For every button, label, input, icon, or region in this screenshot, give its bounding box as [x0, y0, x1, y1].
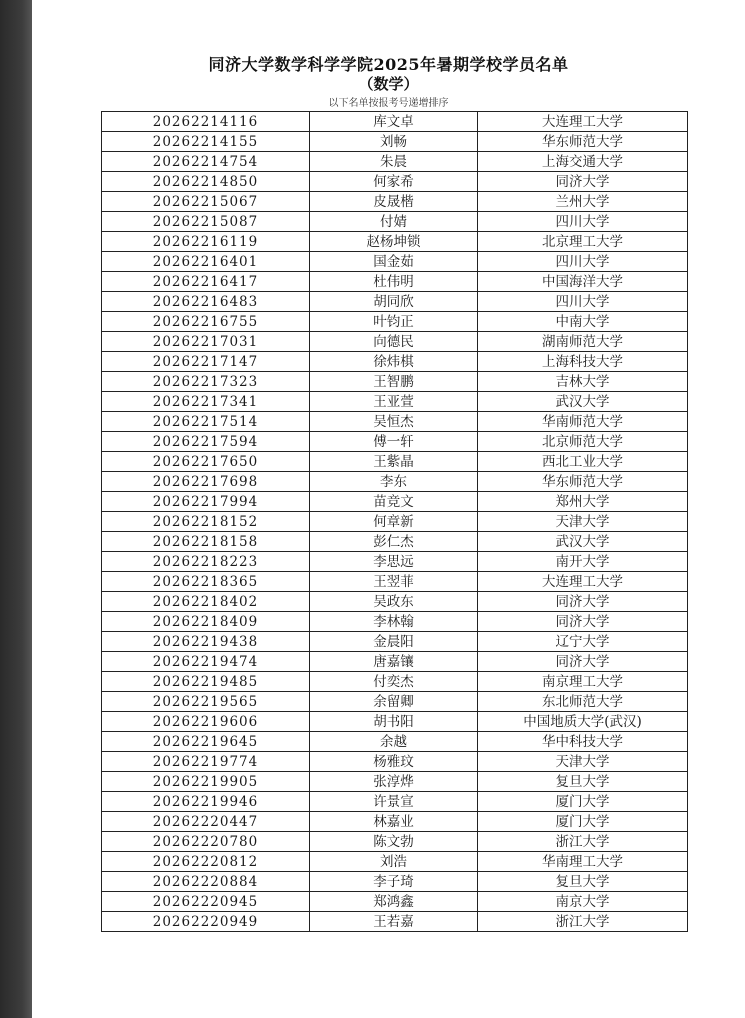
- student-name-cell: 林嘉业: [310, 812, 478, 832]
- exam-number-cell: 20262217994: [102, 492, 310, 512]
- exam-number-cell: 20262217341: [102, 392, 310, 412]
- exam-number-cell: 20262214754: [102, 152, 310, 172]
- university-cell: 辽宁大学: [478, 632, 688, 652]
- university-cell: 湖南师范大学: [478, 332, 688, 352]
- university-cell: 华南理工大学: [478, 852, 688, 872]
- table-row: [102, 172, 688, 192]
- exam-number-cell: 20262217698: [102, 472, 310, 492]
- student-name-cell: 王智鹏: [310, 372, 478, 392]
- exam-number-cell: 20262217147: [102, 352, 310, 372]
- student-name-cell: 唐嘉镶: [310, 652, 478, 672]
- exam-number-cell: 20262219606: [102, 712, 310, 732]
- university-cell: 浙江大学: [478, 912, 688, 932]
- table-row: [102, 752, 688, 772]
- exam-number-cell: 20262217650: [102, 452, 310, 472]
- university-cell: 郑州大学: [478, 492, 688, 512]
- student-name-cell: 刘畅: [310, 132, 478, 152]
- table-row: [102, 432, 688, 452]
- exam-number-cell: 20262219474: [102, 652, 310, 672]
- viewer-left-margin: [0, 0, 32, 1018]
- student-name-cell: 张淳烨: [310, 772, 478, 792]
- university-cell: 华中科技大学: [478, 732, 688, 752]
- student-name-cell: 郑鸿鑫: [310, 892, 478, 912]
- table-row: [102, 652, 688, 672]
- exam-number-cell: 20262219774: [102, 752, 310, 772]
- table-row: [102, 792, 688, 812]
- table-row: [102, 592, 688, 612]
- university-cell: 南京理工大学: [478, 672, 688, 692]
- university-cell: 大连理工大学: [478, 572, 688, 592]
- table-row: [102, 692, 688, 712]
- exam-number-cell: 20262219905: [102, 772, 310, 792]
- university-cell: 吉林大学: [478, 372, 688, 392]
- table-row: [102, 152, 688, 172]
- exam-number-cell: 20262219645: [102, 732, 310, 752]
- student-name-cell: 何章新: [310, 512, 478, 532]
- university-cell: 浙江大学: [478, 832, 688, 852]
- student-name-cell: 王翌菲: [310, 572, 478, 592]
- exam-number-cell: 20262216119: [102, 232, 310, 252]
- roster-table-body: [102, 112, 688, 932]
- student-name-cell: 胡同欣: [310, 292, 478, 312]
- table-row: [102, 332, 688, 352]
- student-name-cell: 李林翰: [310, 612, 478, 632]
- exam-number-cell: 20262219485: [102, 672, 310, 692]
- exam-number-cell: 20262219438: [102, 632, 310, 652]
- university-cell: 天津大学: [478, 512, 688, 532]
- student-name-cell: 胡书阳: [310, 712, 478, 732]
- student-name-cell: 库文卓: [310, 112, 478, 132]
- student-name-cell: 国金茹: [310, 252, 478, 272]
- page-title: 同济大学数学科学学院2025年暑期学校学员名单: [208, 55, 569, 74]
- table-row: [102, 232, 688, 252]
- university-cell: 兰州大学: [478, 192, 688, 212]
- university-cell: 南京大学: [478, 892, 688, 912]
- exam-number-cell: 20262220945: [102, 892, 310, 912]
- table-row: [102, 312, 688, 332]
- exam-number-cell: 20262220447: [102, 812, 310, 832]
- student-name-cell: 余越: [310, 732, 478, 752]
- university-cell: 中南大学: [478, 312, 688, 332]
- student-name-cell: 皮晟楷: [310, 192, 478, 212]
- table-row: [102, 912, 688, 932]
- table-row: [102, 872, 688, 892]
- exam-number-cell: 20262217323: [102, 372, 310, 392]
- university-cell: 同济大学: [478, 592, 688, 612]
- university-cell: 同济大学: [478, 652, 688, 672]
- student-name-cell: 王若嘉: [310, 912, 478, 932]
- table-row: [102, 892, 688, 912]
- university-cell: 天津大学: [478, 752, 688, 772]
- exam-number-cell: 20262216401: [102, 252, 310, 272]
- student-name-cell: 叶钧正: [310, 312, 478, 332]
- exam-number-cell: 20262214155: [102, 132, 310, 152]
- university-cell: 复旦大学: [478, 772, 688, 792]
- exam-number-cell: 20262215087: [102, 212, 310, 232]
- exam-number-cell: 20262216755: [102, 312, 310, 332]
- exam-number-cell: 20262216483: [102, 292, 310, 312]
- university-cell: 中国海洋大学: [478, 272, 688, 292]
- student-name-cell: 余留卿: [310, 692, 478, 712]
- university-cell: 厦门大学: [478, 792, 688, 812]
- student-name-cell: 金晨阳: [310, 632, 478, 652]
- table-row: [102, 292, 688, 312]
- table-row: [102, 272, 688, 292]
- exam-number-cell: 20262218402: [102, 592, 310, 612]
- student-name-cell: 向德民: [310, 332, 478, 352]
- table-row: [102, 352, 688, 372]
- student-name-cell: 王紫晶: [310, 452, 478, 472]
- university-cell: 华东师范大学: [478, 472, 688, 492]
- university-cell: 武汉大学: [478, 392, 688, 412]
- roster-table: [101, 111, 688, 932]
- table-row: [102, 392, 688, 412]
- page-subtitle: （数学）: [358, 75, 419, 93]
- exam-number-cell: 20262217594: [102, 432, 310, 452]
- student-name-cell: 吴恒杰: [310, 412, 478, 432]
- table-row: [102, 612, 688, 632]
- student-name-cell: 许景宣: [310, 792, 478, 812]
- student-name-cell: 朱晨: [310, 152, 478, 172]
- university-cell: 同济大学: [478, 612, 688, 632]
- student-name-cell: 傅一轩: [310, 432, 478, 452]
- exam-number-cell: 20262220949: [102, 912, 310, 932]
- exam-number-cell: 20262219946: [102, 792, 310, 812]
- student-name-cell: 杨雅玟: [310, 752, 478, 772]
- table-row: [102, 672, 688, 692]
- university-cell: 同济大学: [478, 172, 688, 192]
- exam-number-cell: 20262218158: [102, 532, 310, 552]
- table-row: [102, 772, 688, 792]
- exam-number-cell: 20262218409: [102, 612, 310, 632]
- table-row: [102, 852, 688, 872]
- exam-number-cell: 20262214850: [102, 172, 310, 192]
- exam-number-cell: 20262218365: [102, 572, 310, 592]
- university-cell: 中国地质大学(武汉): [478, 712, 688, 732]
- student-name-cell: 付婧: [310, 212, 478, 232]
- exam-number-cell: 20262220812: [102, 852, 310, 872]
- university-cell: 东北师范大学: [478, 692, 688, 712]
- exam-number-cell: 20262214116: [102, 112, 310, 132]
- university-cell: 四川大学: [478, 292, 688, 312]
- exam-number-cell: 20262215067: [102, 192, 310, 212]
- student-name-cell: 付奕杰: [310, 672, 478, 692]
- student-name-cell: 赵杨坤锁: [310, 232, 478, 252]
- table-row: [102, 832, 688, 852]
- table-row: [102, 212, 688, 232]
- university-cell: 西北工业大学: [478, 452, 688, 472]
- university-cell: 北京理工大学: [478, 232, 688, 252]
- sort-note: 以下名单按报考号递增排序: [328, 98, 449, 109]
- table-row: [102, 472, 688, 492]
- student-name-cell: 杜伟明: [310, 272, 478, 292]
- table-row: [102, 132, 688, 152]
- table-row: [102, 452, 688, 472]
- student-name-cell: 何家希: [310, 172, 478, 192]
- university-cell: 武汉大学: [478, 532, 688, 552]
- exam-number-cell: 20262219565: [102, 692, 310, 712]
- student-name-cell: 李子琦: [310, 872, 478, 892]
- university-cell: 厦门大学: [478, 812, 688, 832]
- student-name-cell: 刘浩: [310, 852, 478, 872]
- exam-number-cell: 20262218152: [102, 512, 310, 532]
- university-cell: 复旦大学: [478, 872, 688, 892]
- university-cell: 华南师范大学: [478, 412, 688, 432]
- table-row: [102, 812, 688, 832]
- student-name-cell: 彭仁杰: [310, 532, 478, 552]
- student-name-cell: 李东: [310, 472, 478, 492]
- university-cell: 四川大学: [478, 252, 688, 272]
- table-row: [102, 712, 688, 732]
- student-name-cell: 苗竞文: [310, 492, 478, 512]
- student-name-cell: 陈文勃: [310, 832, 478, 852]
- student-name-cell: 李思远: [310, 552, 478, 572]
- university-cell: 四川大学: [478, 212, 688, 232]
- table-row: [102, 512, 688, 532]
- exam-number-cell: 20262218223: [102, 552, 310, 572]
- table-row: [102, 732, 688, 752]
- student-name-cell: 吴政东: [310, 592, 478, 612]
- university-cell: 大连理工大学: [478, 112, 688, 132]
- table-row: [102, 552, 688, 572]
- table-row: [102, 532, 688, 552]
- table-row: [102, 112, 688, 132]
- student-name-cell: 徐炜棋: [310, 352, 478, 372]
- exam-number-cell: 20262217031: [102, 332, 310, 352]
- university-cell: 华东师范大学: [478, 132, 688, 152]
- table-row: [102, 372, 688, 392]
- university-cell: 北京师范大学: [478, 432, 688, 452]
- exam-number-cell: 20262216417: [102, 272, 310, 292]
- exam-number-cell: 20262220884: [102, 872, 310, 892]
- table-row: [102, 572, 688, 592]
- exam-number-cell: 20262217514: [102, 412, 310, 432]
- university-cell: 上海科技大学: [478, 352, 688, 372]
- student-name-cell: 王亚萱: [310, 392, 478, 412]
- table-row: [102, 252, 688, 272]
- university-cell: 南开大学: [478, 552, 688, 572]
- table-row: [102, 492, 688, 512]
- table-row: [102, 632, 688, 652]
- exam-number-cell: 20262220780: [102, 832, 310, 852]
- table-row: [102, 192, 688, 212]
- table-row: [102, 412, 688, 432]
- university-cell: 上海交通大学: [478, 152, 688, 172]
